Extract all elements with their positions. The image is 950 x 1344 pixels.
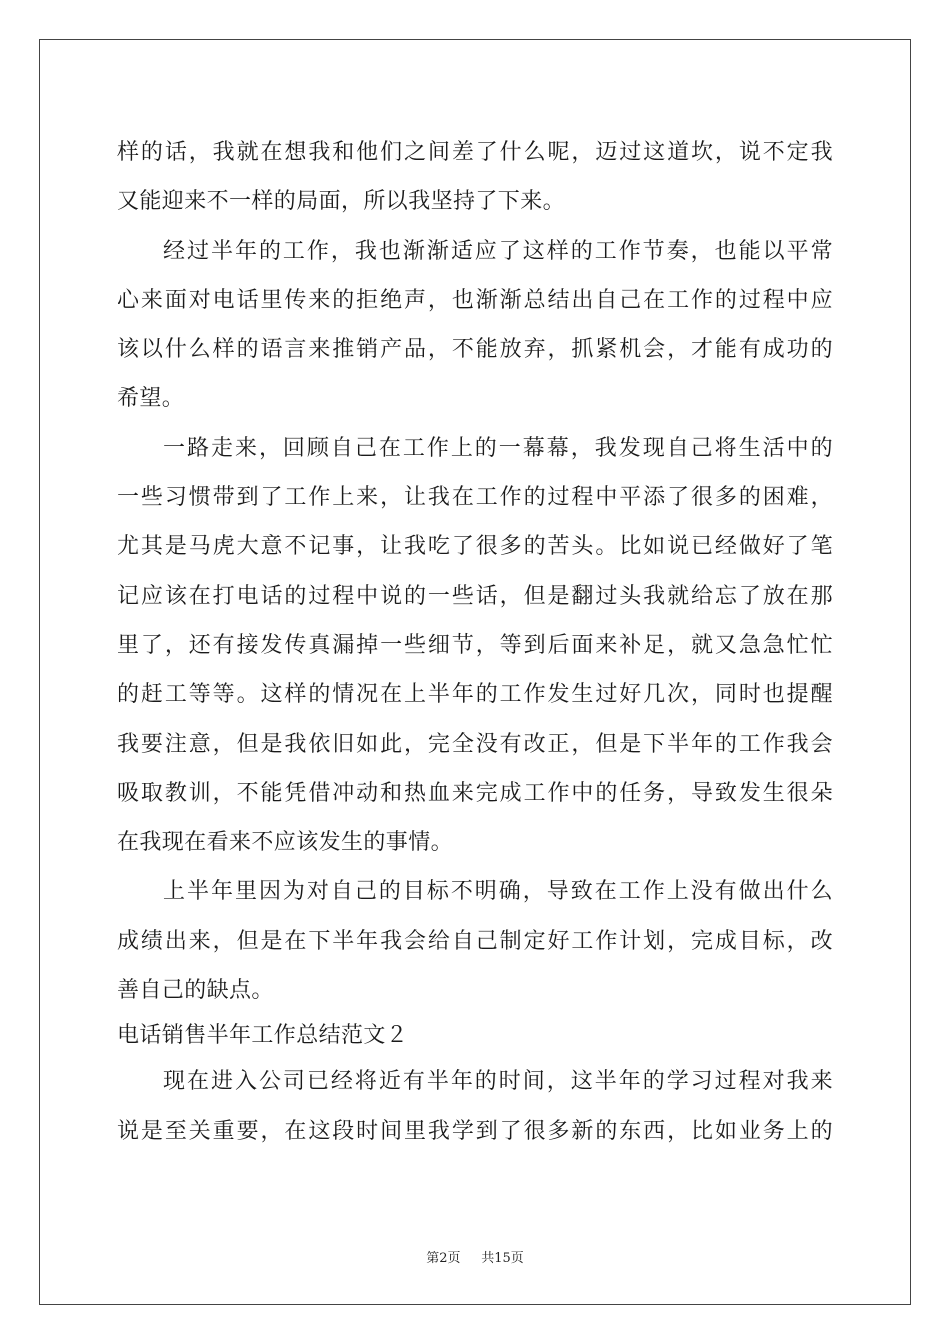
- text-line: 在我现在看来不应该发生的事情。: [117, 830, 454, 856]
- text-line: 尤其是马虎大意不记事，让我吃了很多的苦头。比如说已经做好了笔: [117, 534, 833, 560]
- text-line: 上半年里因为对自己的目标不明确，导致在工作上没有做出什么: [163, 879, 833, 905]
- text-line: 善自己的缺点。: [117, 978, 274, 1004]
- document-body: [117, 128, 833, 1156]
- page-footer: [0, 1247, 950, 1266]
- section-heading: 电话销售半年工作总结范文２: [117, 1023, 409, 1049]
- text-line: 又能迎来不一样的局面，所以我坚持了下来。: [117, 189, 566, 215]
- text-line: 心来面对电话里传来的拒绝声，也渐渐总结出自己在工作的过程中应: [117, 287, 833, 313]
- text-line: 该以什么样的语言来推销产品，不能放弃，抓紧机会，才能有成功的: [117, 337, 833, 363]
- text-line: 里了，还有接发传真漏掉一些细节，等到后面来补足，就又急急忙忙: [117, 632, 833, 658]
- text-line: 经过半年的工作，我也渐渐适应了这样的工作节奏，也能以平常: [163, 238, 833, 264]
- text-line: 成绩出来，但是在下半年我会给自己制定好工作计划，完成目标，改: [117, 928, 833, 954]
- page-total: 共15页: [481, 1251, 524, 1266]
- text-line: 记应该在打电话的过程中说的一些话，但是翻过头我就给忘了放在那: [117, 583, 833, 609]
- text-line: 吸取教训，不能凭借冲动和热血来完成工作中的任务，导致发生很朵: [117, 780, 833, 806]
- text-line: 一些习惯带到了工作上来，让我在工作的过程中平添了很多的困难，: [117, 485, 833, 511]
- text-line: 希望。: [117, 386, 185, 412]
- text-line: 一路走来，回顾自己在工作上的一幕幕，我发现自己将生活中的: [163, 435, 833, 461]
- text-line: 我要注意，但是我依旧如此，完全没有改正，但是下半年的工作我会: [117, 731, 833, 757]
- page-number: 第2页: [426, 1251, 461, 1266]
- text-line: 的赶工等等。这样的情况在上半年的工作发生过好几次，同时也提醒: [117, 682, 833, 708]
- text-line: 现在进入公司已经将近有半年的时间，这半年的学习过程对我来: [163, 1069, 833, 1095]
- text-line: 说是至关重要，在这段时间里我学到了很多新的东西，比如业务上的: [117, 1118, 833, 1144]
- text-line: 样的话，我就在想我和他们之间差了什么呢，迈过这道坎，说不定我: [117, 140, 833, 165]
